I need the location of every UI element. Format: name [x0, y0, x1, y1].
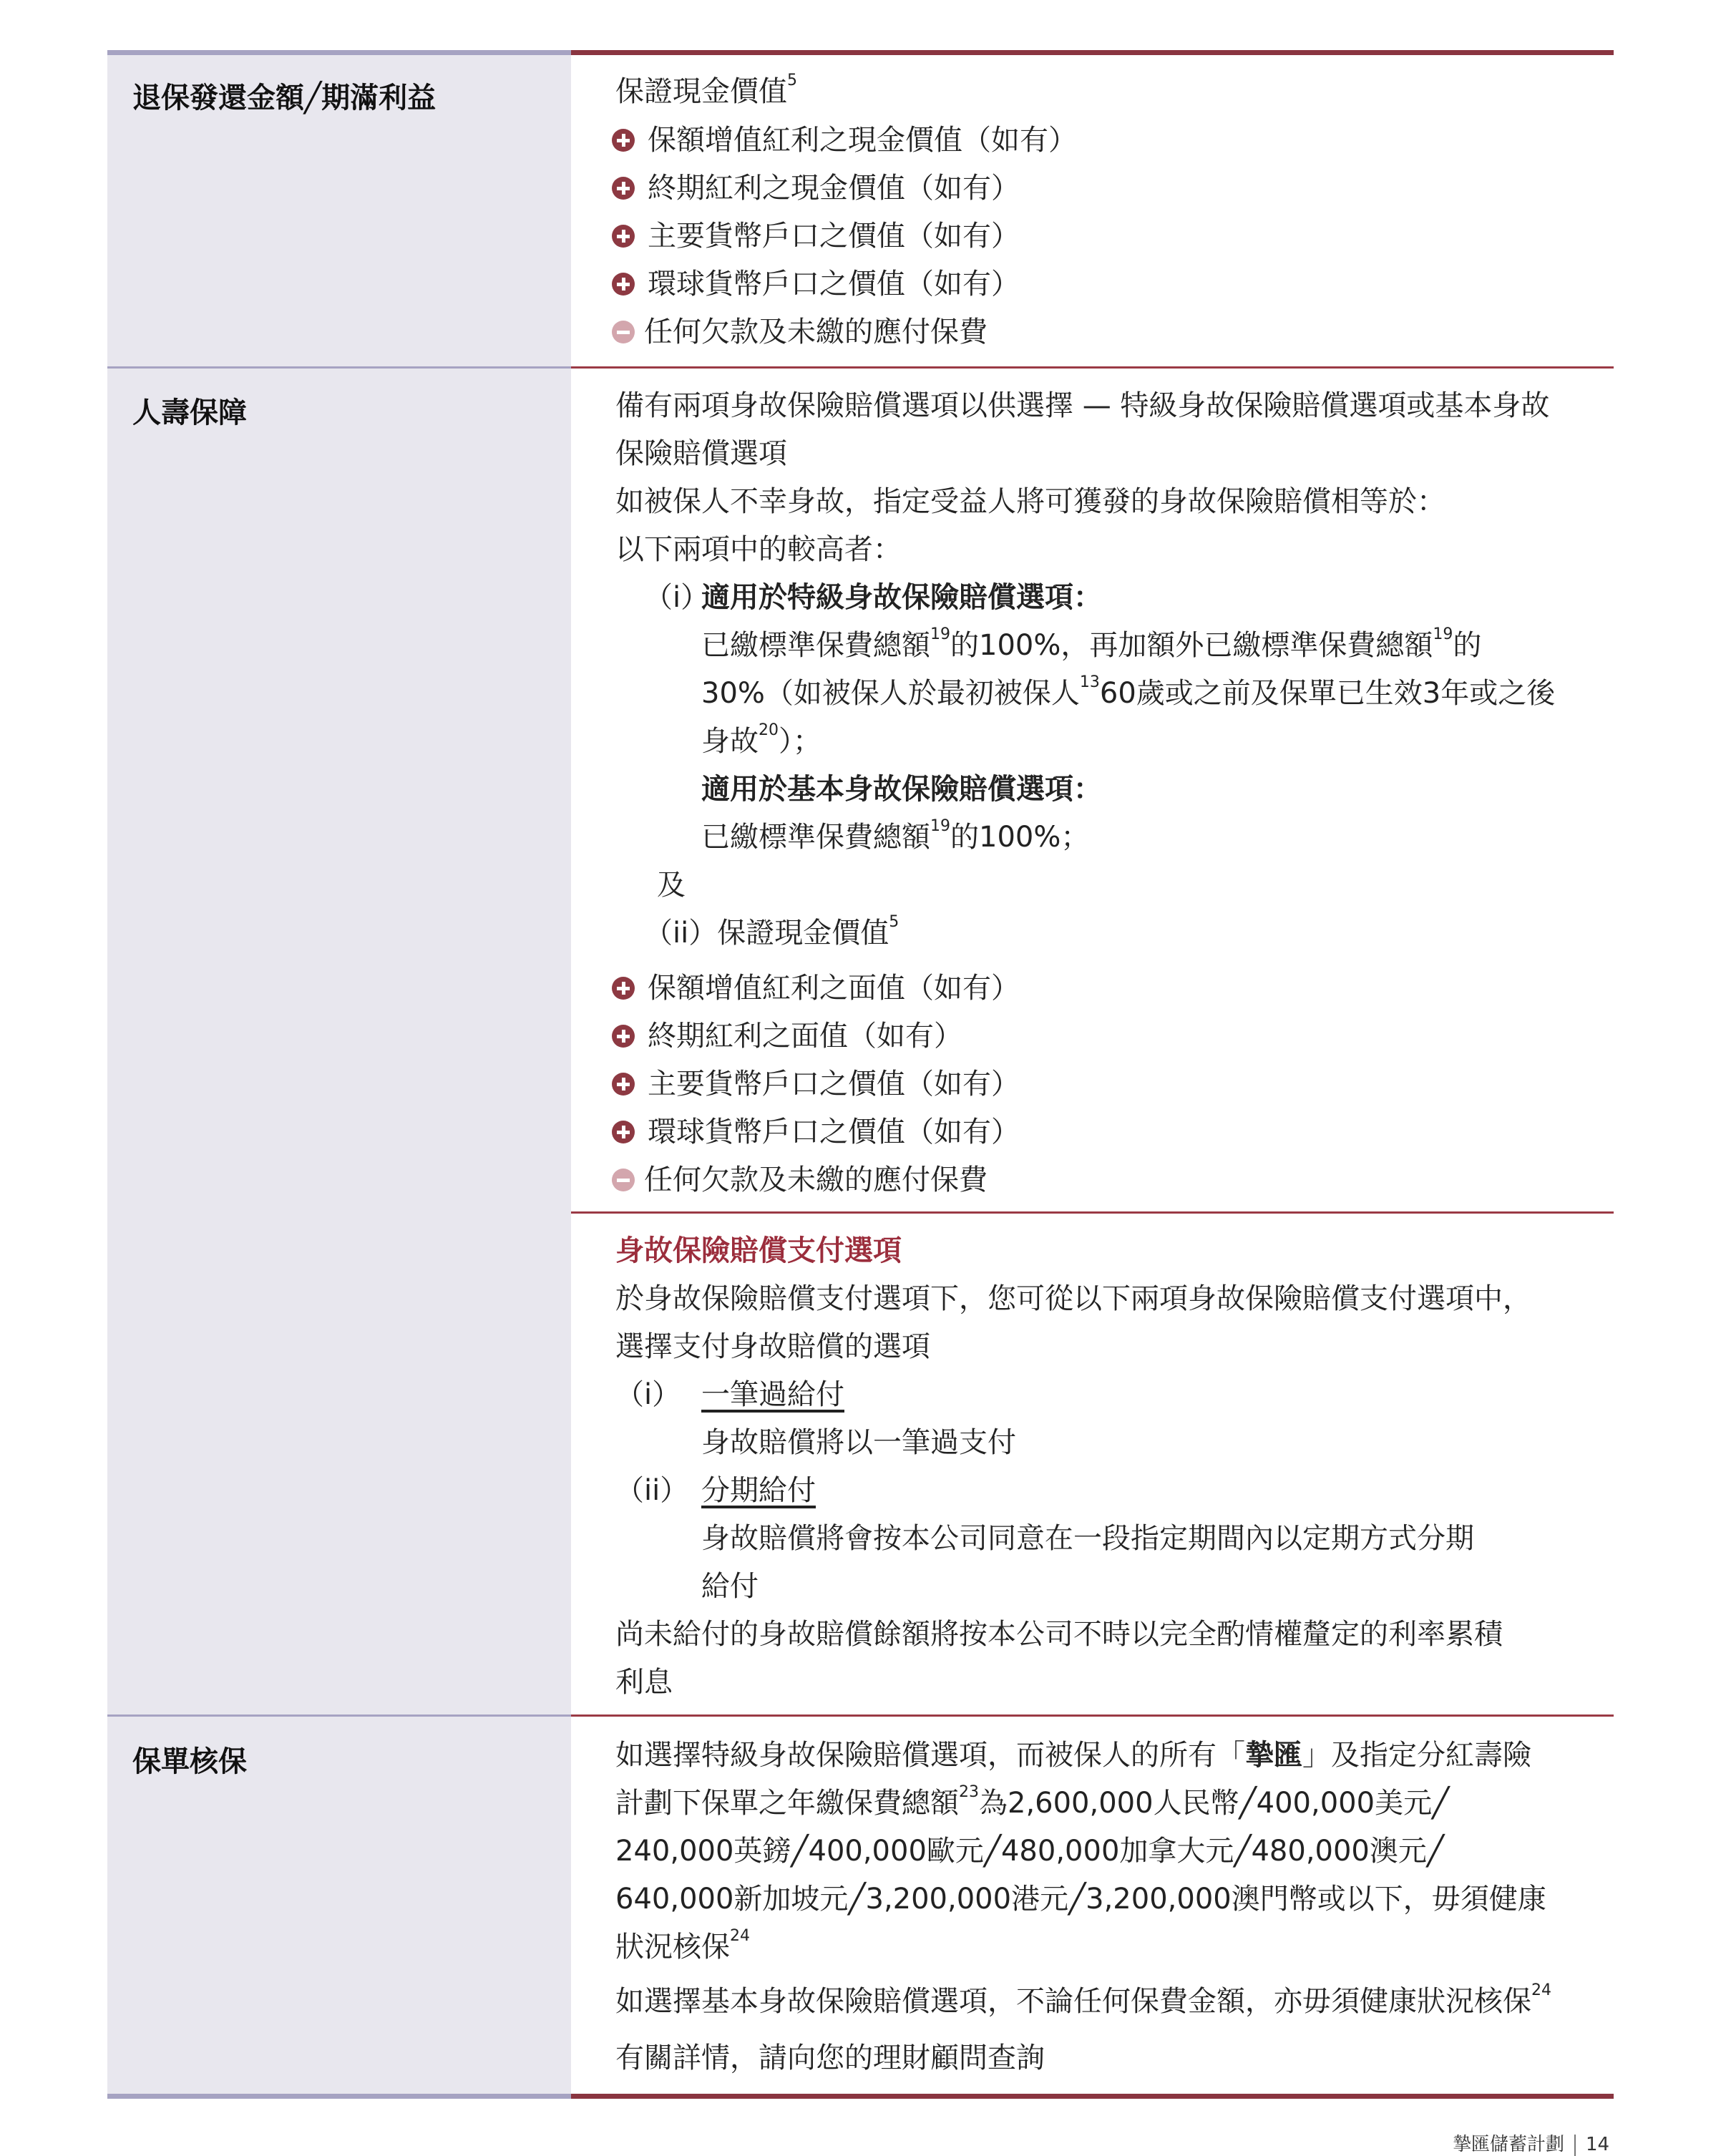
plus-icon [612, 1073, 635, 1096]
payout-ii-text: 給付 [701, 1570, 759, 1603]
top-rule-right [571, 50, 1614, 55]
minus-icon [612, 1169, 635, 1191]
option-i-text: 身故$^{20}$）； [701, 721, 821, 758]
plus-icon [612, 129, 635, 152]
option-i-text: 已繳標準保費總額$^{19}$的100%，再加額外已繳標準保費總額$^{19}$的 [701, 625, 1482, 662]
list-item: 終期紅利之現金價值（如有） [648, 172, 1020, 205]
intro-line: 保險賠償選項 [615, 437, 787, 470]
list-item: 保額增值紅利之面值（如有） [648, 972, 1020, 1005]
plus-icon [612, 977, 635, 1000]
payout-note: 尚未給付的身故賠償餘額將按本公司不時以完全酌情權釐定的利率累積 [615, 1618, 1503, 1651]
row-divider-right [571, 366, 1614, 369]
list-item: 保額增值紅利之現金價值（如有） [648, 124, 1077, 157]
list-item: 任何欠款及未繳的應付保費 [644, 1164, 988, 1196]
bottom-rule-right [571, 2094, 1614, 2099]
minus-icon [612, 321, 635, 343]
payout-i-text: 身故賠償將以一筆過支付 [701, 1426, 1016, 1459]
basic-option-heading: 適用於基本身故保險賠償選項： [701, 773, 1102, 806]
row-label-surrender: 退保發還金額╱期滿利益 [132, 82, 437, 114]
intro-line: 以下兩項中的較高者： [615, 533, 902, 566]
row-divider-right [571, 1714, 1614, 1717]
payout-intro: 選擇支付身故賠償的選項 [615, 1330, 930, 1363]
list-item: 任何欠款及未繳的應付保費 [644, 316, 988, 348]
guaranteed-cash-value: 保證現金價值$^5$ [615, 72, 797, 108]
payout-intro: 於身故保險賠償支付選項下，您可從以下兩項身故保險賠償支付選項中， [615, 1282, 1531, 1315]
plus-icon [612, 273, 635, 296]
underwriting-text: 640,000新加坡元╱3,200,000港元╱3,200,000澳門幣或以下，毋須健康 [615, 1883, 1546, 1916]
payout-note: 利息 [615, 1666, 673, 1699]
row-label-life-protection: 人壽保障 [132, 396, 247, 429]
option-i-number: （i） [644, 581, 710, 614]
underwriting-text: 狀況核保$^{24}$ [615, 1927, 750, 1964]
row-divider-left [107, 1714, 571, 1717]
payout-ii-text: 身故賠償將會按本公司同意在一段指定期間內以定期方式分期 [701, 1522, 1474, 1555]
page-footer [1453, 2130, 1609, 2156]
and-connector: 及 [657, 869, 686, 902]
intro-line: 備有兩項身故保險賠償選項以供選擇 — 特級身故保險賠償選項或基本身故 [615, 389, 1550, 422]
list-item: 主要貨幣戶口之價值（如有） [648, 220, 1020, 253]
payout-ii-number: （ii） [615, 1474, 689, 1507]
top-rule-left [107, 50, 571, 55]
bottom-rule-left [107, 2094, 571, 2099]
list-item: 環球貨幣戶口之價值（如有） [648, 1116, 1020, 1148]
plus-icon [612, 1025, 635, 1048]
underwriting-text: 如選擇特級身故保險賠償選項，而被保人的所有「摯匯」及指定分紅壽險 [615, 1739, 1531, 1772]
sub-section-divider [571, 1211, 1614, 1214]
plus-icon [612, 1121, 635, 1143]
underwriting-text: 計劃下保單之年繳保費總額$^{23}$為2,600,000人民幣╱400,000美元╱ [615, 1783, 1450, 1820]
payout-ii-heading: 分期給付 [701, 1474, 816, 1507]
label-column-background [107, 52, 571, 2095]
underwriting-text: 240,000英鎊╱400,000歐元╱480,000加拿大元╱480,000澳元╱ [615, 1835, 1444, 1868]
row-label-underwriting: 保單核保 [132, 1745, 247, 1778]
list-item: 環球貨幣戶口之價值（如有） [648, 268, 1020, 301]
option-i-heading: 適用於特級身故保險賠償選項： [701, 581, 1102, 614]
plus-icon [612, 225, 635, 248]
intro-line: 如被保人不幸身故，指定受益人將可獲發的身故保險賠償相等於： [615, 485, 1445, 518]
underwriting-text: 有關詳情，請向您的理財顧問查詢 [615, 2042, 1045, 2074]
basic-option-text: 已繳標準保費總額$^{19}$的100%； [701, 817, 1090, 854]
option-ii: （ii）保證現金價值$^5$ [644, 913, 899, 950]
list-item: 主要貨幣戶口之價值（如有） [648, 1068, 1020, 1101]
payout-i-number: （i） [615, 1378, 681, 1411]
footer-title: 摯匯儲蓄計劃 [1453, 2134, 1565, 2155]
list-item: 終期紅利之面值（如有） [648, 1020, 962, 1053]
underwriting-text: 如選擇基本身故保險賠償選項，不論任何保費金額，亦毋須健康狀況核保$^{24}$ [615, 1981, 1551, 2018]
payout-title: 身故保險賠償支付選項 [615, 1234, 902, 1267]
payout-i-heading: 一筆過給付 [701, 1378, 844, 1411]
plus-icon [612, 177, 635, 200]
option-i-text: 30%（如被保人於最初被保人$^{13}$60歲或之前及保單已生效3年或之後 [701, 673, 1556, 710]
page-number: 14 [1586, 2134, 1610, 2155]
row-divider-left [107, 366, 571, 369]
